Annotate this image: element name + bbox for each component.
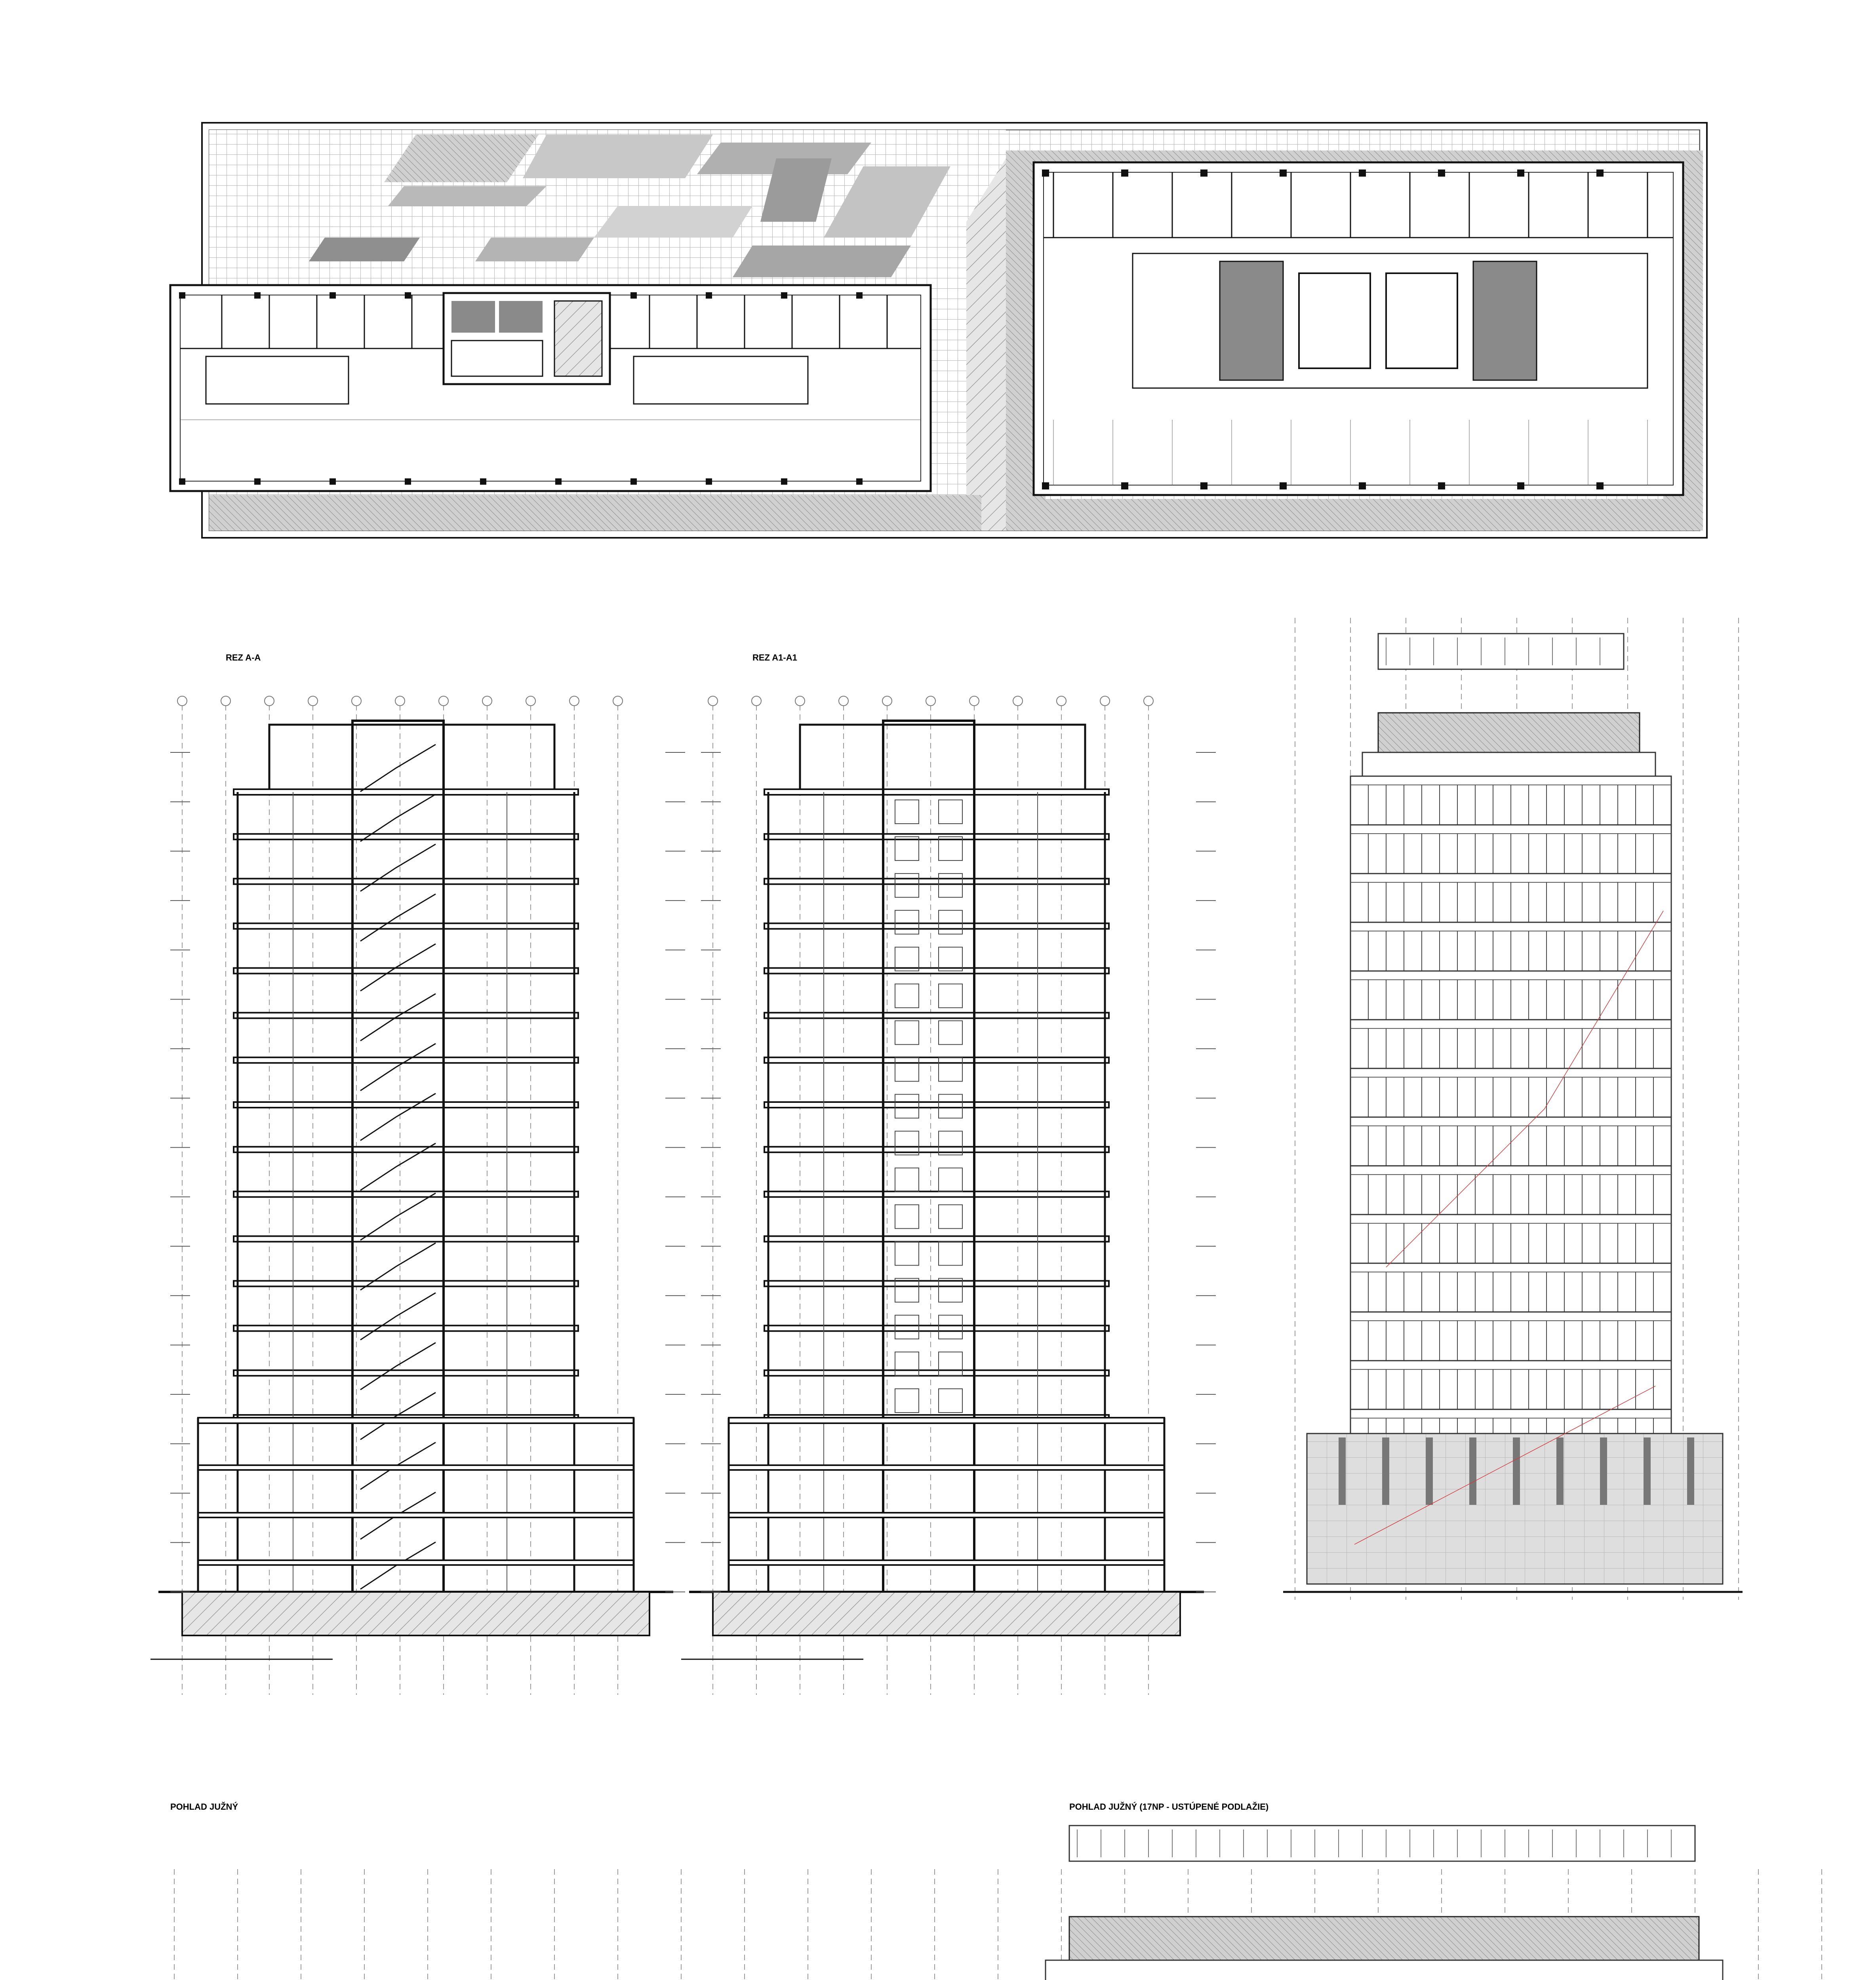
podium-fin (1600, 1437, 1607, 1505)
floor-slab (234, 1102, 578, 1108)
floor-slab (764, 1147, 1109, 1152)
podium-slab (198, 1513, 634, 1517)
floor-slab (234, 1057, 578, 1063)
column (179, 292, 185, 299)
section-a-title: REZ A-A (226, 653, 261, 663)
column (1596, 482, 1604, 489)
grid-axis-bubble (1013, 696, 1023, 706)
podium-slab (729, 1513, 1164, 1517)
podium-slab (729, 1418, 1164, 1423)
column (329, 478, 336, 485)
grid-axis-bubble (613, 696, 623, 706)
grid-axis-bubble (352, 696, 361, 706)
grid-axis-bubble (569, 696, 579, 706)
floor-slab (234, 834, 578, 840)
podium-fin (1339, 1437, 1346, 1505)
setback-plan-strip (1378, 634, 1624, 669)
floor-slab (234, 923, 578, 929)
floor-slab (234, 879, 578, 884)
column (254, 292, 261, 299)
grid-axis-bubble (265, 696, 274, 706)
podium-fin (1556, 1437, 1564, 1505)
section-a1-title: REZ A1-A1 (752, 653, 797, 663)
podium-slab (198, 1560, 634, 1565)
south-view-setback-title: POHLAD JUŽNÝ (17NP - USTÚPENÉ PODLAŽIE) (1069, 1802, 1269, 1812)
floor-slab (764, 1325, 1109, 1331)
column (630, 292, 637, 299)
south-view-title: POHLAD JUŽNÝ (170, 1802, 238, 1812)
grid-axis-bubble (308, 696, 318, 706)
grid-axis-bubble (439, 696, 448, 706)
floor-slab (764, 1281, 1109, 1286)
podium-fin (1687, 1437, 1694, 1505)
floor-slab (764, 1236, 1109, 1242)
floor-slab (234, 1236, 578, 1242)
podium-slab (198, 1418, 634, 1423)
grid-axis-bubble (482, 696, 492, 706)
column (1121, 482, 1128, 489)
column (1517, 169, 1524, 177)
grid-axis-bubble (839, 696, 848, 706)
column (254, 478, 261, 485)
column (781, 292, 787, 299)
column (1121, 169, 1128, 177)
column (856, 292, 863, 299)
podium-fin (1644, 1437, 1651, 1505)
floor-slab (764, 834, 1109, 840)
grid-axis-bubble (221, 696, 230, 706)
podium-slab (729, 1465, 1164, 1470)
column (706, 478, 712, 485)
column (329, 292, 336, 299)
column (179, 478, 185, 485)
column (1042, 482, 1049, 489)
grid-axis-bubble (882, 696, 892, 706)
grid-axis-bubble (177, 696, 187, 706)
grid-axis-bubble (708, 696, 718, 706)
column (1359, 482, 1366, 489)
floor-slab (234, 789, 578, 795)
setback-plan-strip (1069, 1826, 1695, 1861)
column (1280, 482, 1287, 489)
floor-plan (170, 123, 1707, 538)
floor-slab (234, 968, 578, 973)
column (405, 478, 411, 485)
floor-slab (764, 1102, 1109, 1108)
column (1438, 482, 1445, 489)
grid-axis-bubble (395, 696, 405, 706)
grid-axis-bubble (926, 696, 935, 706)
basement (182, 1592, 649, 1635)
podium-slab (729, 1560, 1164, 1565)
column (630, 478, 637, 485)
column (781, 478, 787, 485)
roof-screen (1378, 713, 1640, 752)
floor-slab (764, 923, 1109, 929)
grid-axis-bubble (1100, 696, 1110, 706)
floor-slab (764, 1013, 1109, 1018)
column (1042, 169, 1049, 177)
floor-slab (234, 1192, 578, 1197)
grid-axis-bubble (1144, 696, 1153, 706)
setback-floor (1046, 1960, 1723, 1980)
floor-slab (764, 968, 1109, 973)
column (856, 478, 863, 485)
column (706, 292, 712, 299)
grid-axis-bubble (1057, 696, 1066, 706)
floor-slab (234, 1325, 578, 1331)
floor-slab (764, 1370, 1109, 1376)
grid-axis-bubble (969, 696, 979, 706)
column (555, 478, 562, 485)
column (1438, 169, 1445, 177)
floor-slab (764, 1192, 1109, 1197)
tower-roof-screen (1069, 1917, 1699, 1960)
grid-axis-bubble (752, 696, 761, 706)
column (1359, 169, 1366, 177)
floor-slab (764, 1057, 1109, 1063)
floor-slab (764, 879, 1109, 884)
column (480, 478, 486, 485)
column (1200, 169, 1207, 177)
column (1280, 169, 1287, 177)
grid-axis-bubble (795, 696, 805, 706)
podium-fin (1426, 1437, 1433, 1505)
floor-slab (234, 1370, 578, 1376)
floor-slab (234, 1013, 578, 1018)
column (1596, 169, 1604, 177)
podium-fin (1513, 1437, 1520, 1505)
column (405, 292, 411, 299)
basement (713, 1592, 1180, 1635)
floor-slab (234, 1147, 578, 1152)
podium-slab (198, 1465, 634, 1470)
column (1200, 482, 1207, 489)
setback-floor (1362, 752, 1655, 776)
podium-fin (1382, 1437, 1389, 1505)
floor-slab (234, 1281, 578, 1286)
floor-slab (764, 789, 1109, 795)
column (1517, 482, 1524, 489)
podium-fin (1469, 1437, 1476, 1505)
grid-axis-bubble (526, 696, 535, 706)
